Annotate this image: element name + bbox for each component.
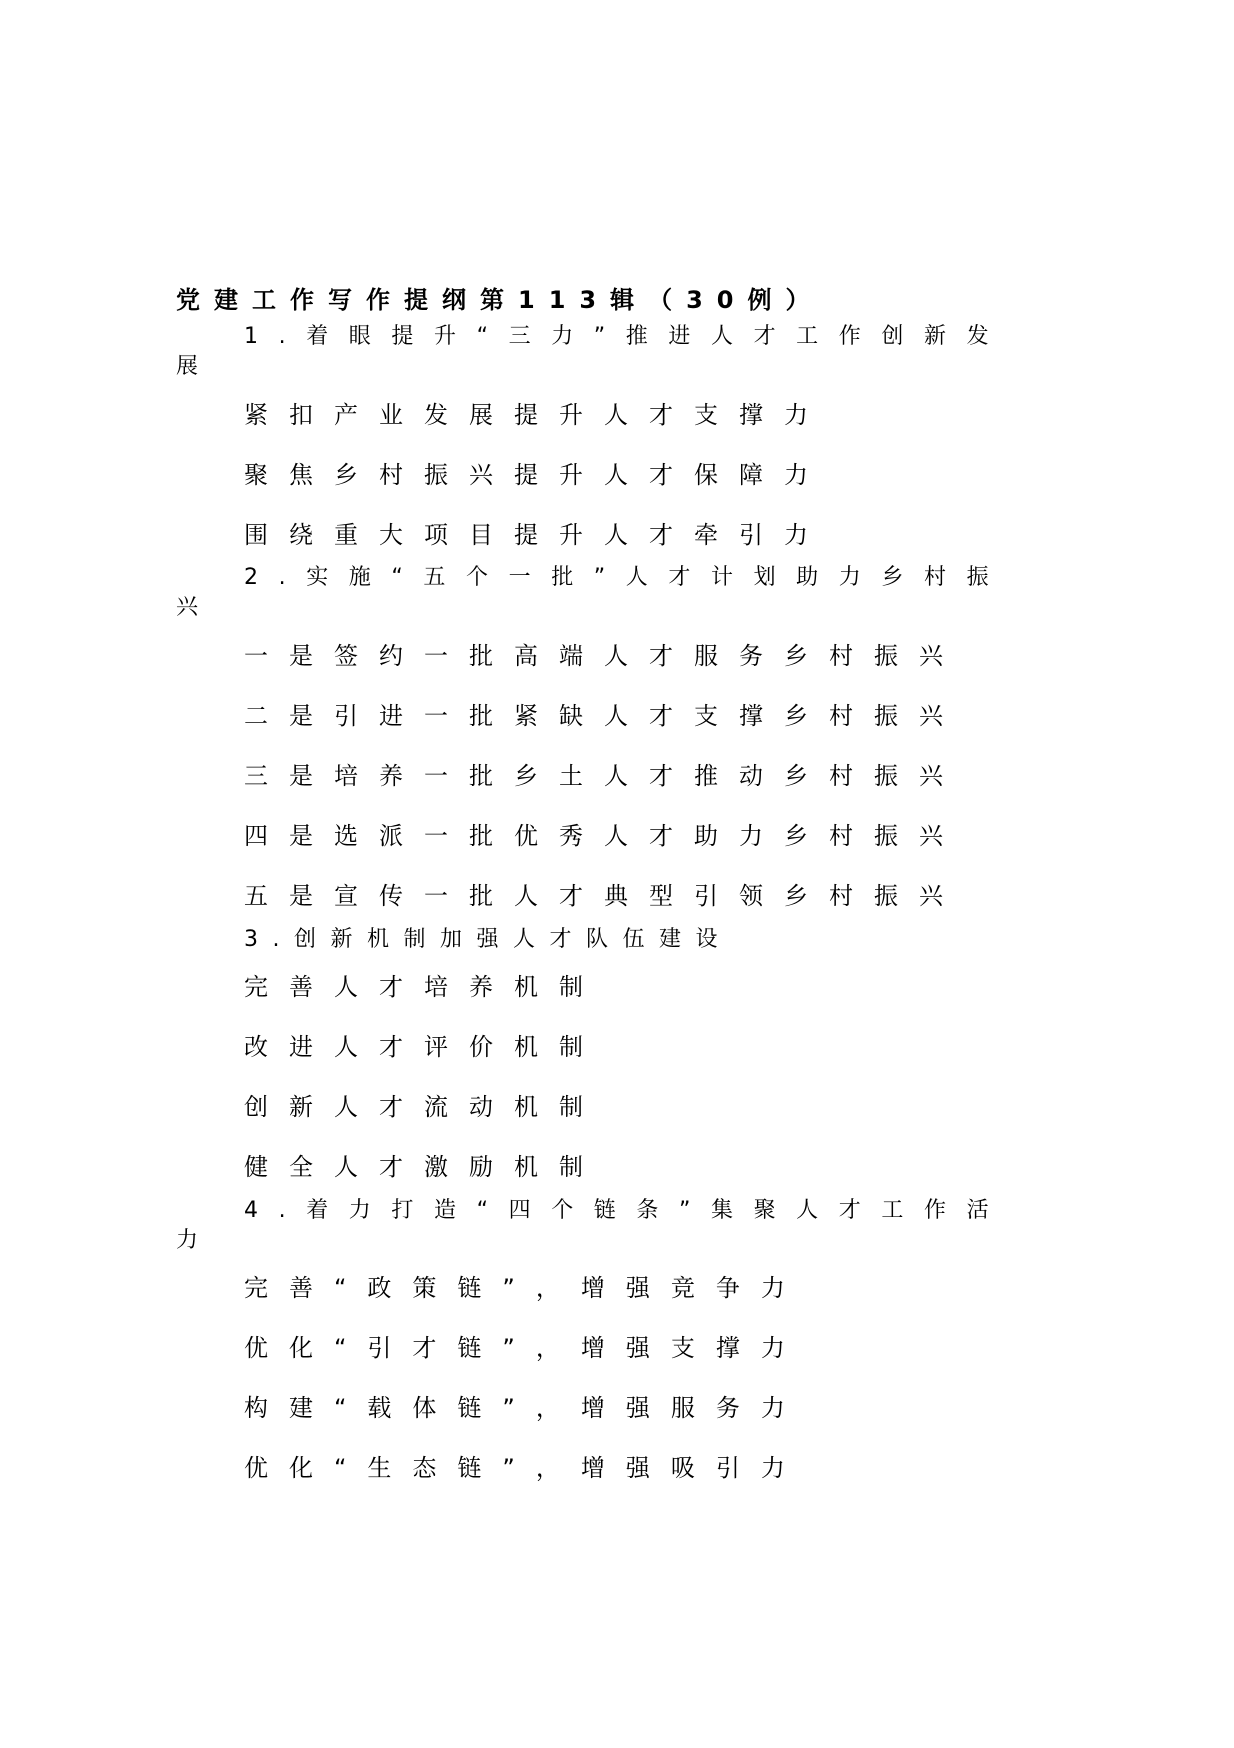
list-item: 一是签约一批高端人才服务乡村振兴 — [244, 642, 964, 670]
section-heading-4-line2: 力 — [176, 1228, 199, 1253]
section-heading-3 — [176, 925, 1056, 955]
list-item: 构建“载体链”，增强服务力 — [244, 1394, 806, 1422]
list-item: 四是选派一批优秀人才助力乡村振兴 — [244, 822, 964, 850]
section-heading-1-line2: 展 — [176, 354, 199, 379]
section-heading-4-line1: 4.着力打造“四个链条”集聚人才工作活 — [244, 1198, 1010, 1223]
section-heading-1 — [176, 322, 1056, 382]
list-item: 优化“引才链”，增强支撑力 — [244, 1334, 806, 1362]
list-item: 完善“政策链”，增强竞争力 — [244, 1274, 806, 1302]
list-item: 围绕重大项目提升人才牵引力 — [244, 521, 829, 549]
list-item: 三是培养一批乡土人才推动乡村振兴 — [244, 762, 964, 790]
list-item: 紧扣产业发展提升人才支撑力 — [244, 401, 829, 429]
section-heading-3-line1: 3.创新机制加强人才队伍建设 — [244, 927, 732, 952]
section-heading-2 — [176, 563, 1056, 623]
section-heading-2-line2: 兴 — [176, 595, 199, 620]
document-title: 党建工作写作提纲第113辑（30例） — [176, 286, 824, 314]
list-item: 聚焦乡村振兴提升人才保障力 — [244, 461, 829, 489]
list-item: 创新人才流动机制 — [244, 1093, 604, 1121]
list-item: 优化“生态链”，增强吸引力 — [244, 1454, 806, 1482]
section-heading-2-line1: 2.实施“五个一批”人才计划助力乡村振 — [244, 565, 1010, 590]
list-item: 五是宣传一批人才典型引领乡村振兴 — [244, 882, 964, 910]
list-item: 完善人才培养机制 — [244, 973, 604, 1001]
list-item: 健全人才激励机制 — [244, 1153, 604, 1181]
section-heading-1-line1: 1.着眼提升“三力”推进人才工作创新发 — [244, 324, 1010, 349]
list-item: 二是引进一批紧缺人才支撑乡村振兴 — [244, 702, 964, 730]
section-heading-4 — [176, 1196, 1056, 1256]
list-item: 改进人才评价机制 — [244, 1033, 604, 1061]
